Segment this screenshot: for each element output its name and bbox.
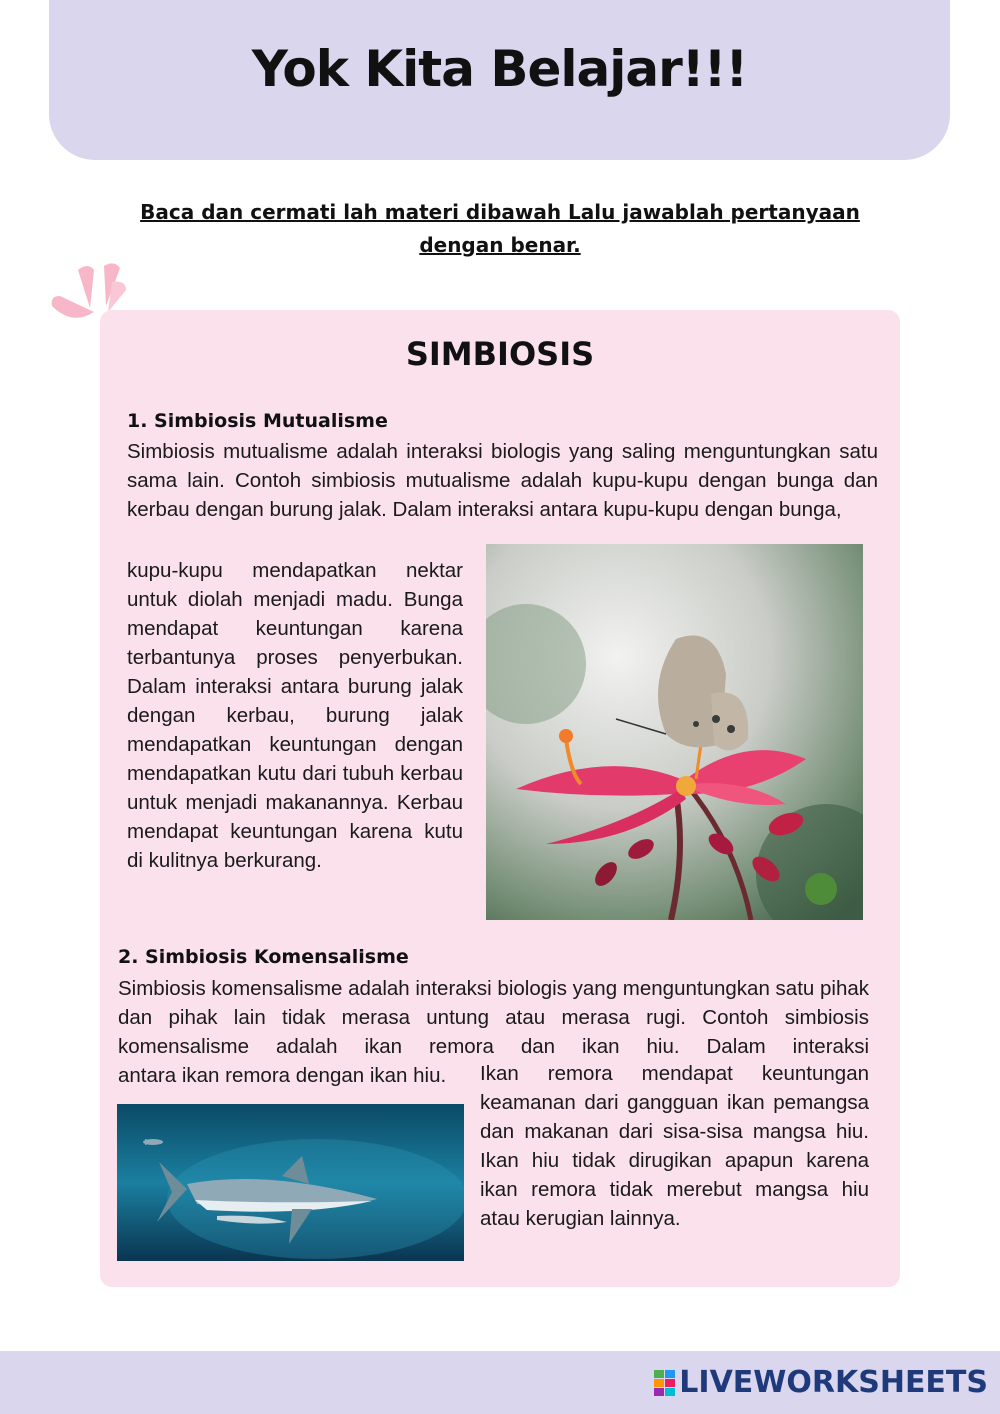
section2-side-text: Ikan remora mendapat keuntungan keamanan dari gangguan ikan pemangsa dan makanan dari sisa-sisa mangsa hiu. Ikan hiu tidak dirugikan apapun karena ikan remora tidak merebut mangsa hiu atau kerugian lainnya. [480, 1062, 869, 1230]
butterfly-flower-photo [486, 544, 863, 920]
brand-label: LIVEWORKSHEETS [679, 1365, 988, 1400]
instruction-text: Baca dan cermati lah materi dibawah Lalu jawablah pertanyaan dengan benar. [140, 200, 860, 257]
section2-intro: Simbiosis komensalisme adalah interaksi biologis yang menguntungkan satu pihak dan pihak lain tidak merasa untung atau merasa rugi. Contoh simbiosis komensalisme adalah ikan remora dan ikan hiu. Dalam interaksi [118, 977, 869, 1058]
section1-intro: Simbiosis mutualisme adalah interaksi biologis yang saling menguntungkan satu sama lain. Contoh simbiosis mutualisme adalah kupu-kupu dengan bunga dan kerbau dengan burung jalak. Dalam interaksi antara kupu-kupu dengan bunga, [127, 440, 878, 521]
shark-remora-photo [117, 1104, 464, 1261]
section2-heading: 2. Simbiosis Komensalisme [118, 946, 409, 968]
card-title: SIMBIOSIS [405, 335, 595, 373]
page-title: Yok Kita Belajar!!! [251, 40, 748, 98]
header-banner [49, 0, 950, 160]
section1-heading: 1. Simbiosis Mutualisme [127, 410, 388, 432]
liveworksheets-logo-icon [654, 1370, 676, 1396]
section1-side-text: kupu-kupu mendapatkan nektar untuk diolah menjadi madu. Bunga mendapat keuntungan karena terbantunya proses penyerbukan. Dalam interaksi antara burung jalak dengan kerbau, burung jalak mendapatkan keuntungan dengan mendapatkan kutu dari tubuh kerbau untuk menjadi makanannya. Kerbau mendapat keuntungan karena kutu di kulitnya berkurang. [127, 559, 463, 872]
footer-bar [0, 1351, 1000, 1414]
section2-intro-end: antara ikan remora dengan ikan hiu. [118, 1064, 447, 1087]
liveworksheets-brand[interactable] [654, 1365, 988, 1400]
